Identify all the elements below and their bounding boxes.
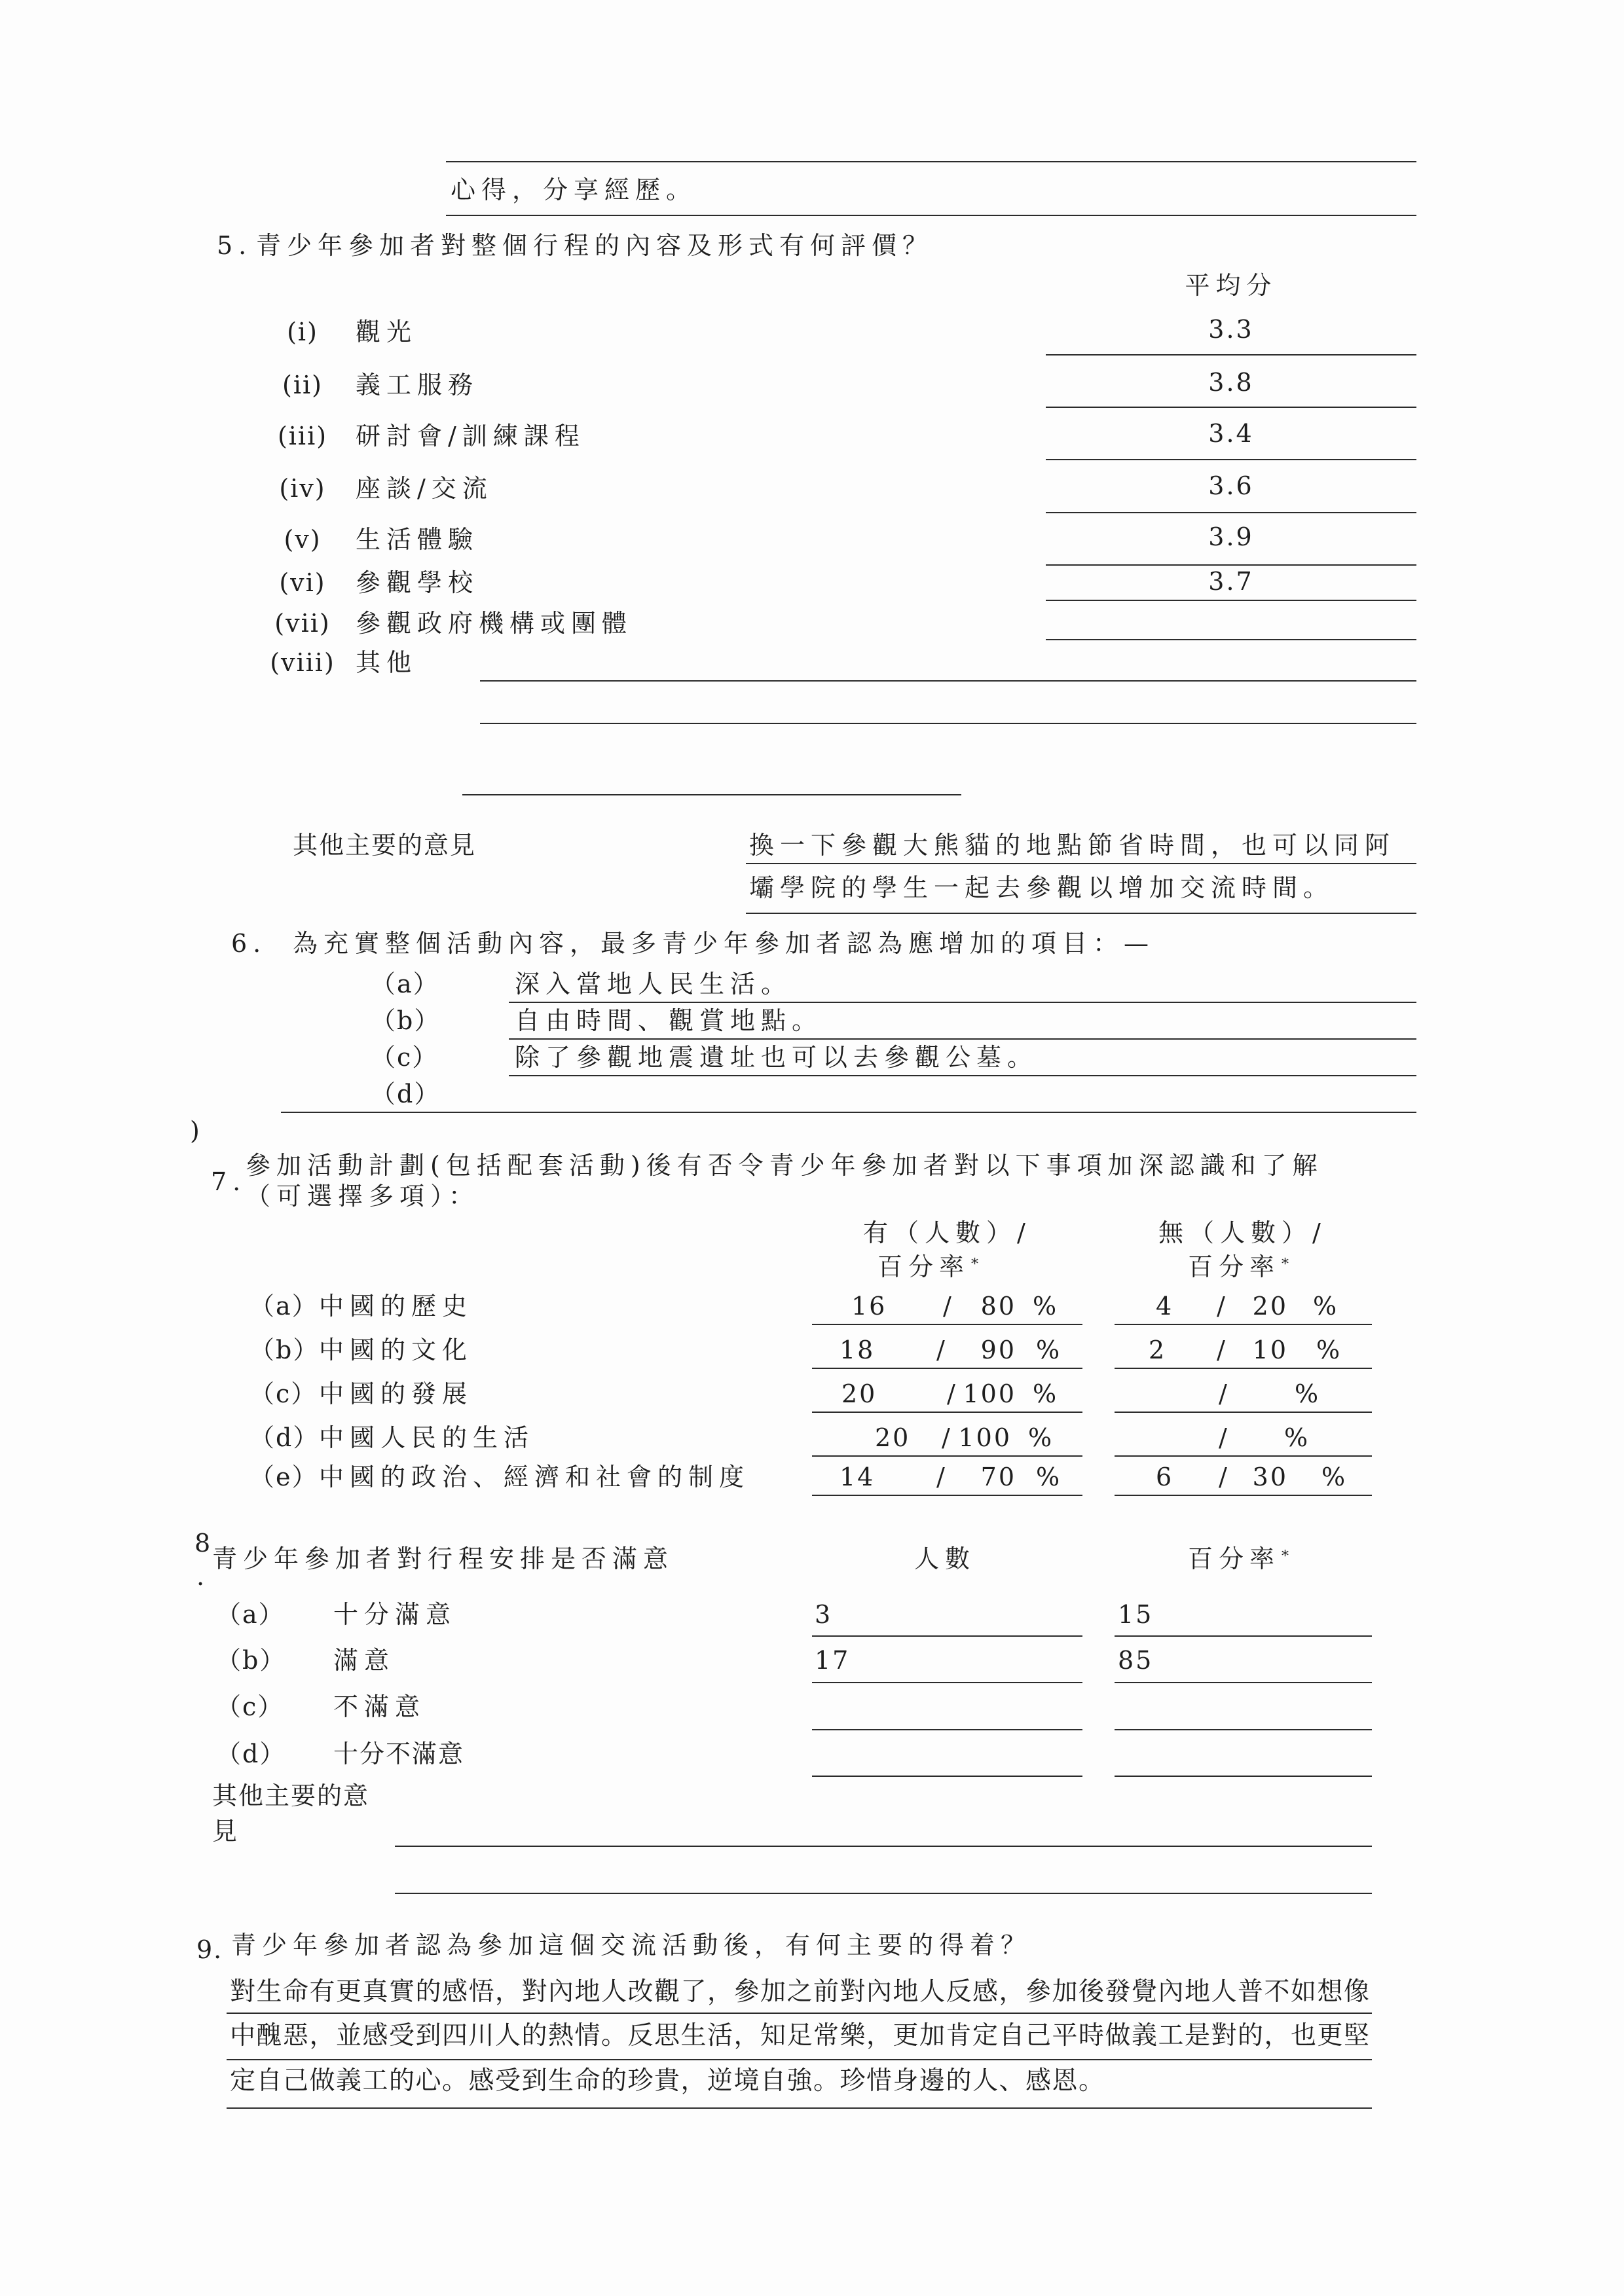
item-label: （d） [249, 1423, 320, 1452]
percent-header [1188, 1544, 1289, 1578]
footnote-mark: * [1282, 1256, 1289, 1273]
separator: / [1219, 1423, 1233, 1452]
comment-line-2: 壩學院的學生一起去參觀以增加交流時間。 [749, 873, 1335, 902]
score-line [1046, 459, 1416, 460]
answer-line [1115, 1729, 1372, 1730]
answer-line [1115, 1455, 1372, 1457]
item-topic: 中國的政治、經濟和社會的制度 [319, 1463, 750, 1491]
score-line [1046, 639, 1416, 640]
answer-line [812, 1455, 1082, 1457]
rule-line [446, 161, 1416, 162]
separator: / [1217, 1292, 1231, 1321]
answer-line [281, 1112, 1416, 1113]
answer-line [227, 2107, 1372, 2109]
separator: / [936, 1463, 951, 1491]
score-column-header: 平均分 [1185, 271, 1278, 300]
item-label: （a） [249, 1292, 318, 1321]
item-label: (iv) [279, 474, 326, 503]
no-percent-header [1188, 1252, 1289, 1286]
percent-unit: % [1028, 1423, 1058, 1452]
option-percent: 15 [1118, 1600, 1154, 1629]
footnote-mark: * [971, 1256, 979, 1273]
question-text: 參加活動計劃(包括配套活動)後有否令青少年參加者對以下事項加深認識和了解 [246, 1151, 1323, 1180]
answer-line [746, 913, 1416, 914]
no-count-header: 無（人數）/ [1158, 1218, 1327, 1247]
question-number: 7. [211, 1167, 247, 1196]
rule-line [446, 215, 1416, 216]
item-label: (vii) [274, 609, 331, 638]
item-label: （a） [216, 1600, 285, 1629]
item-score: 3.9 [1208, 522, 1254, 551]
item-score: 3.4 [1208, 419, 1254, 448]
item-label: （c） [216, 1692, 284, 1721]
percent-unit: % [1033, 1379, 1063, 1408]
item-name: 參觀政府機構或團體 [356, 609, 633, 638]
separator: / [1219, 1379, 1233, 1408]
yes-count: 16 [851, 1292, 887, 1321]
answer-line [1115, 1776, 1372, 1777]
score-line [1046, 354, 1416, 355]
item-topic: 中國的歷史 [319, 1292, 473, 1321]
no-percent: 10 [1252, 1336, 1288, 1364]
score-line [1046, 564, 1416, 566]
item-label: （b） [371, 1006, 441, 1035]
item-name: 觀光 [356, 318, 418, 346]
item-label: （b） [216, 1646, 286, 1675]
answer-line [1115, 1495, 1372, 1496]
yes-percent: 70 [980, 1463, 1016, 1491]
answer-line [462, 794, 961, 795]
answer-line [480, 723, 1416, 724]
yes-count: 14 [840, 1463, 876, 1491]
answer-line [1115, 1635, 1372, 1637]
item-topic: 中國的文化 [319, 1336, 473, 1364]
continued-answer-text: 心得，分享經歷。 [451, 175, 697, 204]
no-percent: 30 [1252, 1463, 1288, 1491]
item-label: (i) [287, 318, 318, 346]
item-score: 3.6 [1208, 471, 1254, 500]
item-topic: 中國人民的生活 [319, 1423, 535, 1452]
separator: / [1217, 1336, 1231, 1364]
score-line [1046, 407, 1416, 408]
answer-line [812, 1412, 1082, 1413]
question-number: 5. [217, 231, 253, 260]
item-label: (ii) [282, 371, 323, 399]
percent-unit: % [1036, 1336, 1066, 1364]
item-name: 義工服務 [356, 371, 479, 399]
yes-percent: 90 [980, 1336, 1016, 1364]
separator: / [943, 1292, 957, 1321]
answer-line [1115, 1368, 1372, 1369]
percent-unit: % [1036, 1463, 1066, 1491]
comments-label-continued: 見 [212, 1817, 239, 1846]
item-name: 研討會/訓練課程 [356, 422, 585, 450]
score-line [1046, 512, 1416, 513]
item-label: （d） [216, 1740, 286, 1768]
item-label: （d） [371, 1080, 441, 1108]
question-number: 8 [194, 1529, 217, 1558]
answer-line [395, 1846, 1372, 1847]
footnote-mark: * [1282, 1548, 1289, 1565]
answer-line-text: 定自己做義工的心。感受到生命的珍貴，逆境自強。珍惜身邊的人、感恩。 [230, 2066, 1105, 2096]
option-count: 3 [815, 1600, 833, 1629]
question-number: 9. [196, 1935, 223, 1964]
answer-line [746, 863, 1416, 864]
separator: / [936, 1336, 951, 1364]
no-count: 4 [1156, 1292, 1174, 1321]
answer-line [812, 1729, 1082, 1730]
item-name: 參觀學校 [356, 568, 479, 597]
item-name: 座談/交流 [356, 474, 493, 503]
item-label: （c） [371, 1043, 439, 1072]
yes-percent: 100 [958, 1423, 1012, 1452]
item-label: (iii) [277, 422, 328, 450]
question-text: 青少年參加者認為參加這個交流活動後，有何主要的得着？ [231, 1931, 1032, 1959]
answer-line [509, 1075, 1416, 1076]
no-count: 6 [1156, 1463, 1174, 1491]
yes-percent: 80 [980, 1292, 1016, 1321]
margin-mark: ) [190, 1116, 206, 1145]
item-text: 深入當地人民生活。 [515, 970, 792, 998]
percent-unit: % [1284, 1423, 1314, 1452]
question-text: 青少年參加者對整個行程的內容及形式有何評價？ [256, 231, 934, 260]
answer-line [1115, 1412, 1372, 1413]
separator: / [942, 1423, 956, 1452]
item-label: （b） [249, 1336, 320, 1364]
item-score: 3.7 [1208, 567, 1254, 596]
separator: / [947, 1379, 961, 1408]
yes-count: 18 [840, 1336, 876, 1364]
yes-count: 20 [841, 1379, 877, 1408]
percent-unit: % [1295, 1379, 1325, 1408]
item-text: 自由時間、觀賞地點。 [515, 1006, 823, 1035]
answer-line [812, 1495, 1082, 1496]
item-label: （a） [371, 970, 439, 998]
item-option: 滿意 [333, 1646, 396, 1675]
item-option: 十分滿意 [333, 1600, 457, 1629]
option-percent: 85 [1118, 1646, 1154, 1675]
answer-line [480, 680, 1416, 682]
answer-line [812, 1324, 1082, 1325]
percent-header-label: 百分率 [1188, 1252, 1281, 1281]
count-header: 人數 [914, 1544, 976, 1573]
no-count: 2 [1149, 1336, 1167, 1364]
comments-label: 其他主要的意見 [293, 831, 477, 860]
option-count: 17 [815, 1646, 851, 1675]
comment-line-1: 換一下參觀大熊貓的地點節省時間，也可以同阿 [749, 831, 1396, 860]
percent-unit: % [1033, 1292, 1063, 1321]
item-label: （e） [249, 1463, 318, 1491]
item-score: 3.8 [1208, 368, 1254, 397]
comments-label: 其他主要的意 [212, 1781, 370, 1810]
question-text: 為充實整個活動內容，最多青少年參加者認為應增加的項目：— [293, 929, 1155, 958]
item-label: (v) [284, 525, 322, 554]
item-option: 十分不滿意 [333, 1740, 465, 1768]
separator: / [1219, 1463, 1233, 1491]
answer-line [812, 1368, 1082, 1369]
answer-line-text: 中醜惡，並感受到四川人的熱情。反思生活，知足常樂，更加肯定自己平時做義工是對的，也更堅 [230, 2021, 1371, 2050]
answer-line [395, 1893, 1372, 1894]
answer-line [1115, 1682, 1372, 1683]
score-line [1046, 600, 1416, 601]
question-number: 6. [231, 929, 267, 958]
question-text: 青少年參加者對行程安排是否滿意 [212, 1544, 674, 1573]
yes-count-header: 有（人數）/ [863, 1218, 1031, 1247]
answer-line [227, 2059, 1372, 2060]
percent-header-label: 百分率 [1188, 1544, 1281, 1573]
percent-header-label: 百分率 [877, 1252, 970, 1281]
item-text: 除了參觀地震遺址也可以去參觀公墓。 [515, 1043, 1039, 1072]
item-topic: 中國的發展 [319, 1379, 473, 1408]
item-option: 不滿意 [333, 1692, 426, 1721]
question-number-dot: . [196, 1562, 211, 1591]
yes-percent: 100 [963, 1379, 1016, 1408]
item-name: 其他 [356, 648, 418, 677]
item-name: 生活體驗 [356, 525, 479, 554]
question-note: （可選擇多項）： [246, 1182, 480, 1211]
yes-count: 20 [875, 1423, 911, 1452]
item-label: (viii) [270, 648, 335, 677]
answer-line [509, 1002, 1416, 1003]
item-label: (vi) [279, 568, 326, 597]
answer-line [812, 1776, 1082, 1777]
yes-percent-header [877, 1252, 978, 1286]
answer-line [509, 1038, 1416, 1040]
percent-unit: % [1321, 1463, 1352, 1491]
item-score: 3.3 [1208, 315, 1254, 344]
answer-line [1115, 1324, 1372, 1325]
percent-unit: % [1313, 1292, 1343, 1321]
percent-unit: % [1316, 1336, 1346, 1364]
answer-line-text: 對生命有更真實的感悟，對內地人改觀了，參加之前對內地人反感，參加後發覺內地人普不如想像 [230, 1977, 1371, 2007]
item-label: （c） [249, 1379, 318, 1408]
no-percent: 20 [1252, 1292, 1288, 1321]
answer-line [812, 1682, 1082, 1683]
answer-line [812, 1635, 1082, 1637]
answer-line [227, 2013, 1372, 2014]
